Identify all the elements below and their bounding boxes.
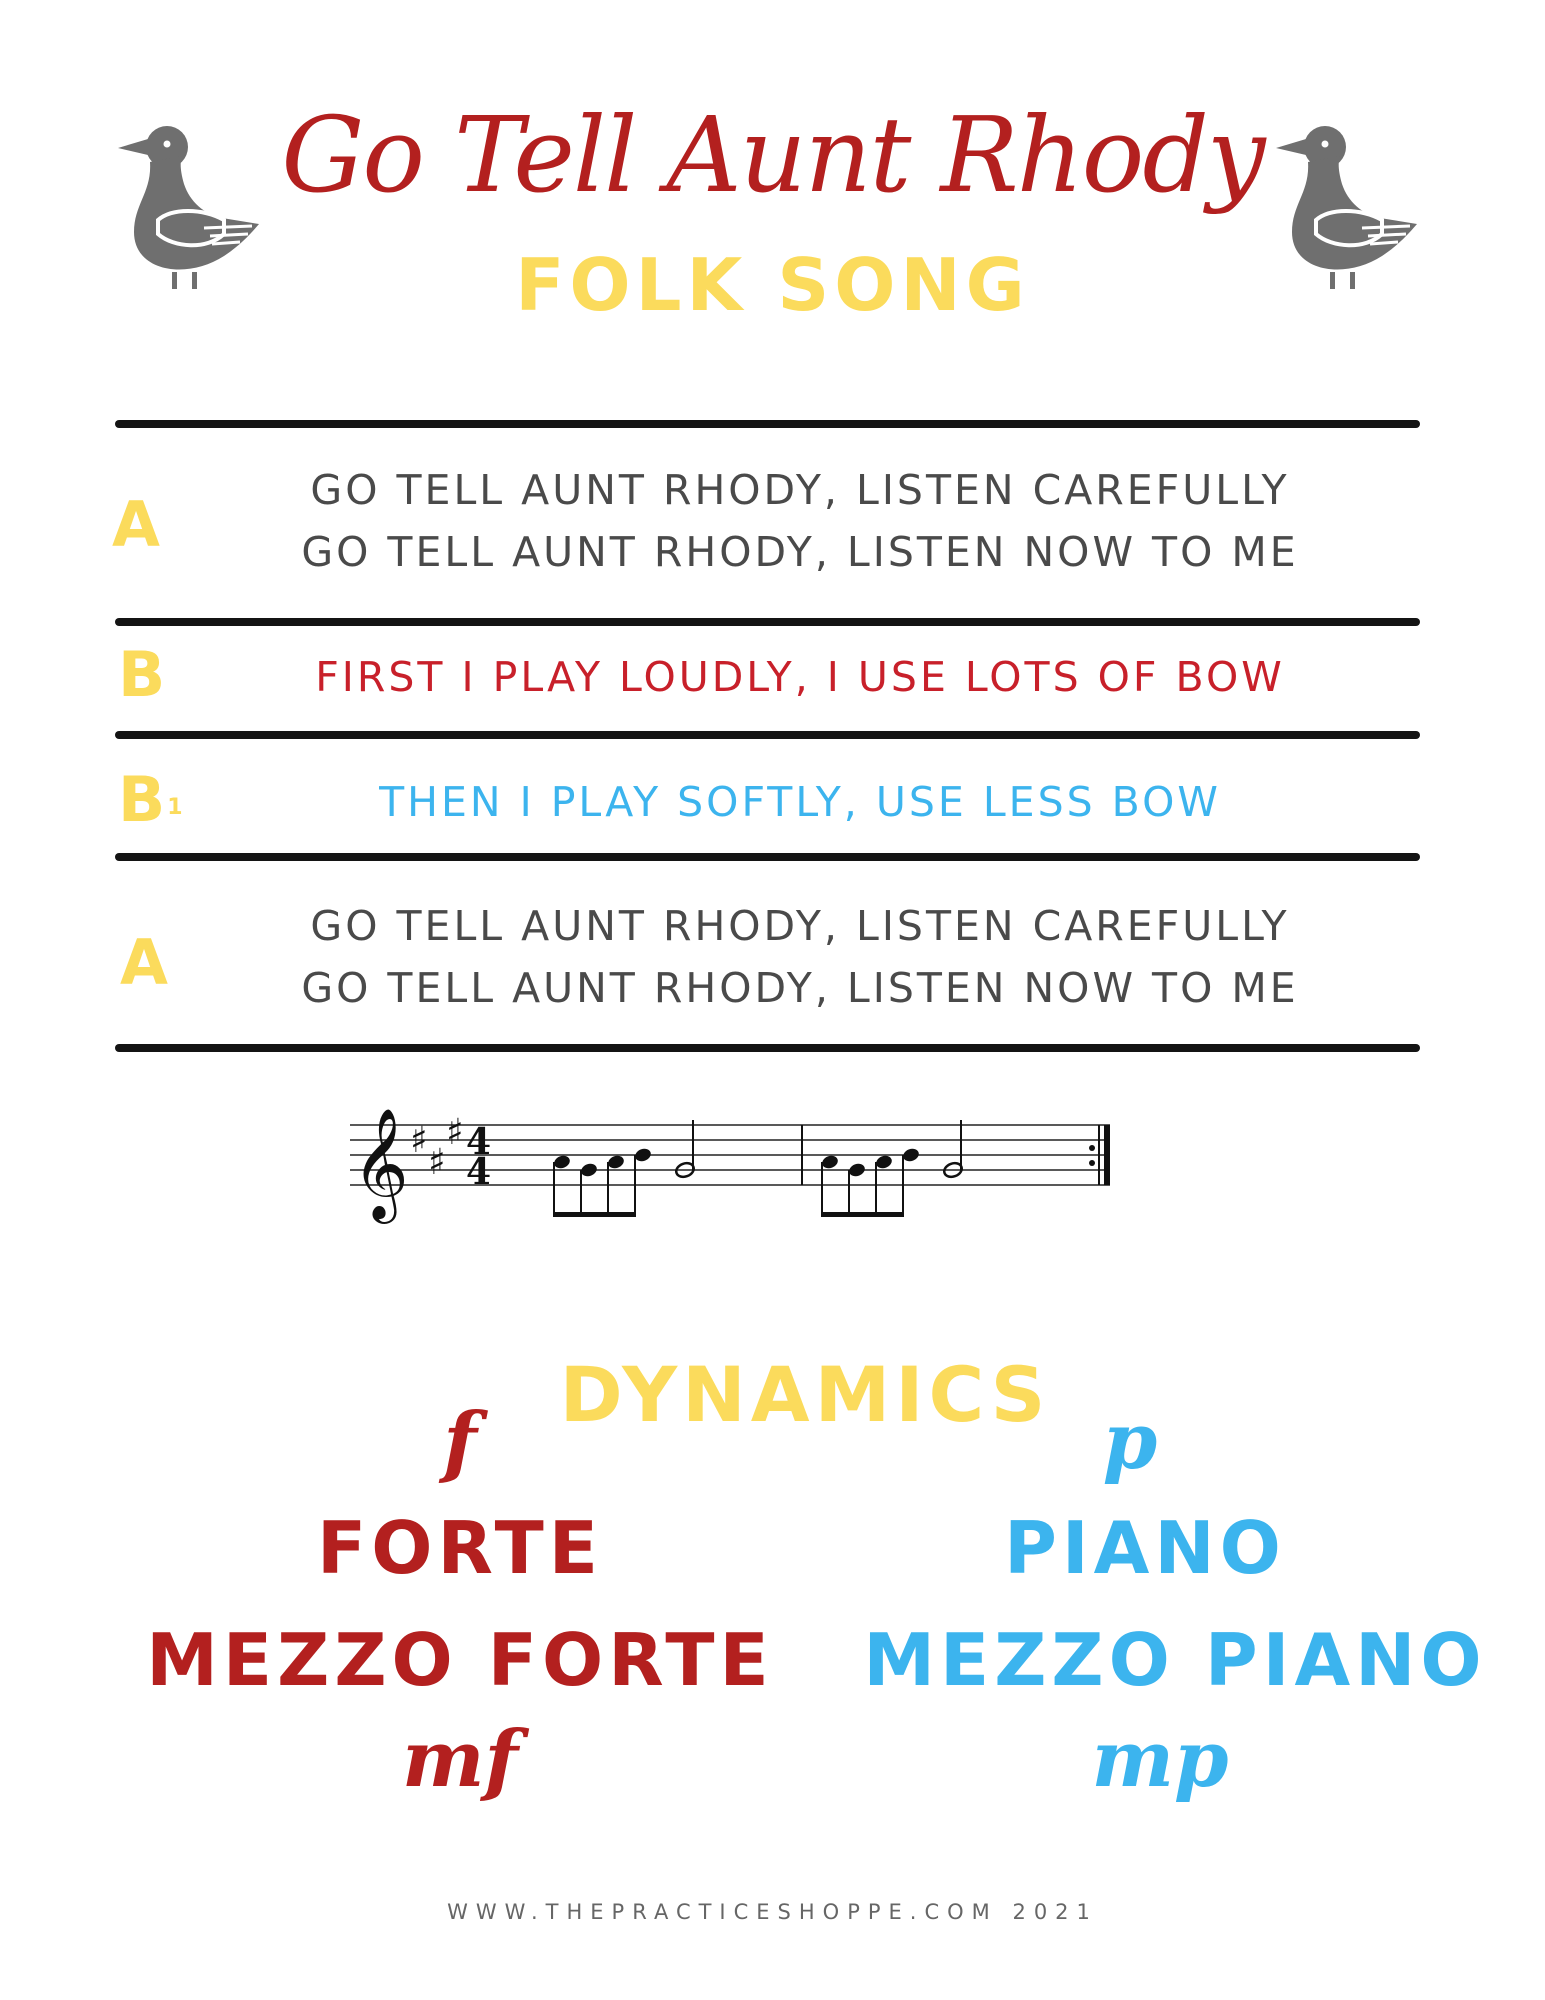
dynamics-heading: DYNAMICS	[559, 1350, 1051, 1439]
mezzo-piano-label: MEZZO PIANO	[863, 1618, 1487, 1702]
section-letter-b: B	[118, 638, 166, 711]
lyric-line: GO TELL AUNT RHODY, LISTEN NOW TO ME	[301, 964, 1299, 1012]
forte-label: FORTE	[317, 1506, 603, 1590]
piano-label: PIANO	[1004, 1506, 1286, 1590]
section-letter-a: A	[112, 488, 160, 561]
music-staff	[340, 1080, 1120, 1240]
svg-text:4: 4	[466, 1121, 492, 1163]
divider	[115, 731, 1420, 739]
measure-1	[552, 1120, 695, 1217]
measure-2	[820, 1120, 963, 1217]
lyric-line: GO TELL AUNT RHODY, LISTEN CAREFULLY	[310, 466, 1290, 514]
forte-symbol: f	[443, 1396, 477, 1487]
divider	[115, 420, 1420, 428]
divider	[115, 853, 1420, 861]
svg-text:♯: ♯	[410, 1120, 428, 1161]
divider	[115, 618, 1420, 626]
lyric-line: GO TELL AUNT RHODY, LISTEN NOW TO ME	[301, 528, 1299, 576]
page-title: Go Tell Aunt Rhody	[281, 94, 1264, 216]
lyric-line: GO TELL AUNT RHODY, LISTEN CAREFULLY	[310, 902, 1290, 950]
svg-text:♯: ♯	[428, 1142, 446, 1183]
lyric-line: THEN I PLAY SOFTLY, USE LESS BOW	[379, 778, 1221, 826]
footer-url: WWW.THEPRACTICESHOPPE.COM 2021	[447, 1900, 1098, 1924]
mezzo-forte-label: MEZZO FORTE	[146, 1618, 774, 1702]
svg-text:4: 4	[466, 1151, 492, 1193]
time-signature	[466, 1121, 491, 1193]
page-subtitle: FOLK SONG	[515, 243, 1030, 327]
section-letter-a: A	[120, 926, 168, 999]
section-superscript: 1	[167, 795, 183, 820]
divider	[115, 1044, 1420, 1052]
mezzo-forte-symbol: mf	[401, 1714, 519, 1805]
mezzo-piano-symbol: mp	[1091, 1714, 1229, 1805]
lyric-line: FIRST I PLAY LOUDLY, I USE LOTS OF BOW	[315, 653, 1285, 701]
piano-symbol: p	[1102, 1396, 1158, 1487]
duck-icon	[112, 122, 262, 292]
key-signature	[410, 1112, 463, 1183]
treble-clef-icon: 𝄞	[352, 1107, 409, 1219]
svg-text:♯: ♯	[446, 1112, 464, 1153]
section-letter-b1: $B^1$	[118, 763, 183, 836]
duck-icon	[1270, 122, 1420, 292]
